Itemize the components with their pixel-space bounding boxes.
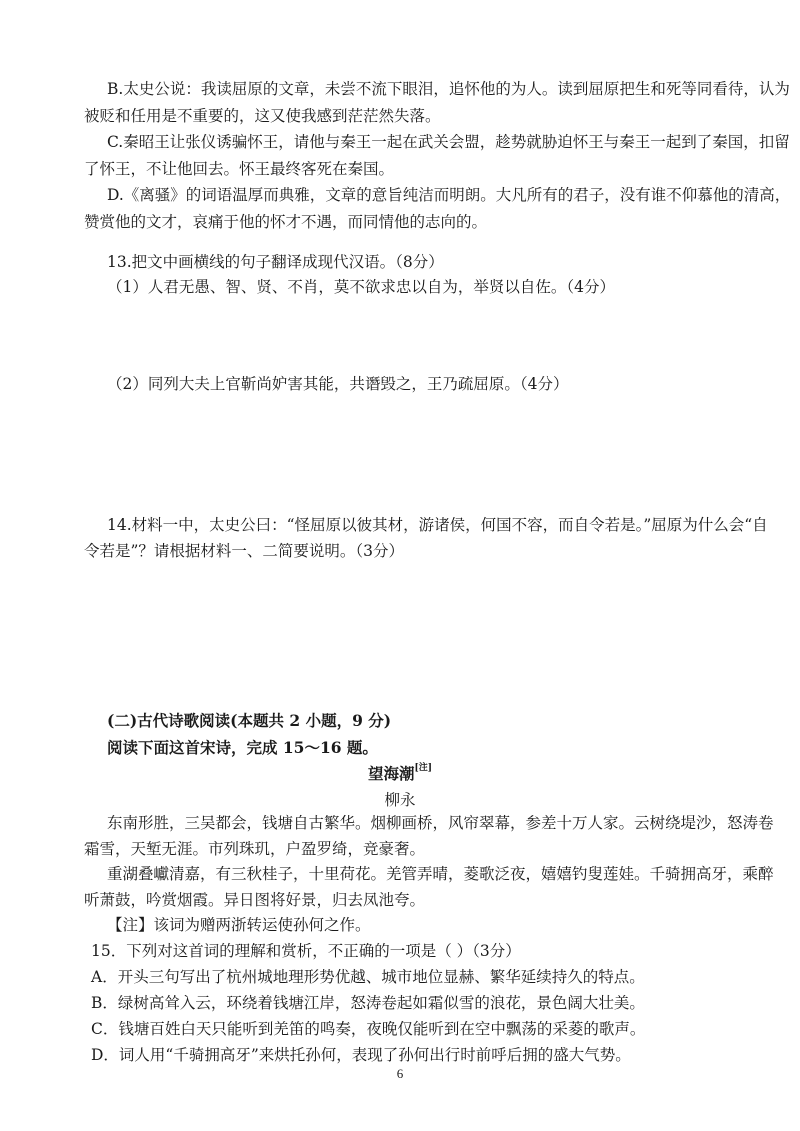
option-b-line1: B.太史公说：我读屈原的文章，未尝不流下眼泪，追怀他的为人。读到屈原把生和死等同看待，认为	[107, 80, 790, 98]
poem-stanza2-line2: 听萧鼓，吟赏烟霞。异日图将好景，归去凤池夸。	[84, 891, 426, 909]
poem-stanza2-line1: 重湖叠巘清嘉，有三秋桂子，十里荷花。羌管弄晴，菱歌泛夜，嬉嬉钓叟莲娃。千骑拥高牙，乘醉	[107, 865, 774, 883]
option-d-line2: 赞赏他的文才，哀痛于他的怀才不遇，而同情他的志向的。	[84, 213, 488, 231]
option-c-line2: 了怀王，不让他回去。怀王最终客死在秦国。	[84, 160, 395, 178]
question-13-item1: （1）人君无愚、智、贤、不肖，莫不欲求忠以自为，举贤以自佐。（4分）	[107, 278, 615, 296]
poem-note-mark: [注]	[414, 763, 433, 773]
option-b-line2: 被贬和任用是不重要的，这又使我感到茫茫然失落。	[84, 107, 441, 125]
page-number: 6	[396, 1066, 404, 1081]
question-15-option-d: D．词人用“千骑拥高牙”来烘托孙何，表现了孙何出行时前呼后拥的盛大气势。	[91, 1046, 631, 1064]
question-14-line2: 令若是”？请根据材料一、二简要说明。（3分）	[84, 542, 405, 560]
question-15-stem: 15．下列对这首词的理解和赏析，不正确的一项是（ ）（3分）	[91, 942, 521, 960]
question-15-option-a: A．开头三句写出了杭州城地理形势优越、城市地位显赫、繁华延续持久的特点。	[91, 968, 645, 986]
poem-title	[0, 762, 800, 784]
poem-title-text: 望海潮	[367, 764, 415, 783]
option-c-line1: C.秦昭王让张仪诱骗怀王，请他与秦王一起在武关会盟，趁势就胁迫怀王与秦王一起到了秦国，扣留	[107, 133, 790, 151]
poem-note: 【注】该词为赠两浙转运使孙何之作。	[107, 916, 371, 934]
section-2-heading: (二)古代诗歌阅读(本题共 2 小题，9 分)	[107, 711, 392, 730]
question-14-line1: 14.材料一中，太史公曰：“怪屈原以彼其材，游诸侯，何国不容，而自令若是。”屈原为什么会“自	[107, 516, 768, 534]
question-15-option-c: C．钱塘百姓白天只能听到羌笛的鸣奏，夜晚仅能听到在空中飘荡的采菱的歌声。	[91, 1020, 646, 1038]
section-2-instruction: 阅读下面这首宋诗，完成 15～16 题。	[107, 738, 378, 757]
option-d-line1: D.《离骚》的词语温厚而典雅，文章的意旨纯洁而明朗。大凡所有的君子，没有谁不仰慕他的清高，	[107, 186, 791, 204]
poem-author: 柳永	[384, 791, 416, 809]
question-13-stem: 13.把文中画横线的句子翻译成现代汉语。（8分）	[107, 253, 444, 271]
question-15-option-b: B．绿树高耸入云，环绕着钱塘江岸，怒涛卷起如霜似雪的浪花，景色阔大壮美。	[91, 994, 645, 1012]
poem-stanza1-line1: 东南形胜，三吴都会，钱塘自古繁华。烟柳画桥，风帘翠幕，参差十万人家。云树绕堤沙，怒涛卷	[107, 814, 774, 832]
question-13-item2: （2）同列大夫上官靳尚妒害其能，共谮毁之，王乃疏屈原。（4分）	[107, 375, 569, 393]
poem-stanza1-line2: 霜雪，天堑无涯。市列珠玑，户盈罗绮，竞豪奢。	[84, 840, 426, 858]
